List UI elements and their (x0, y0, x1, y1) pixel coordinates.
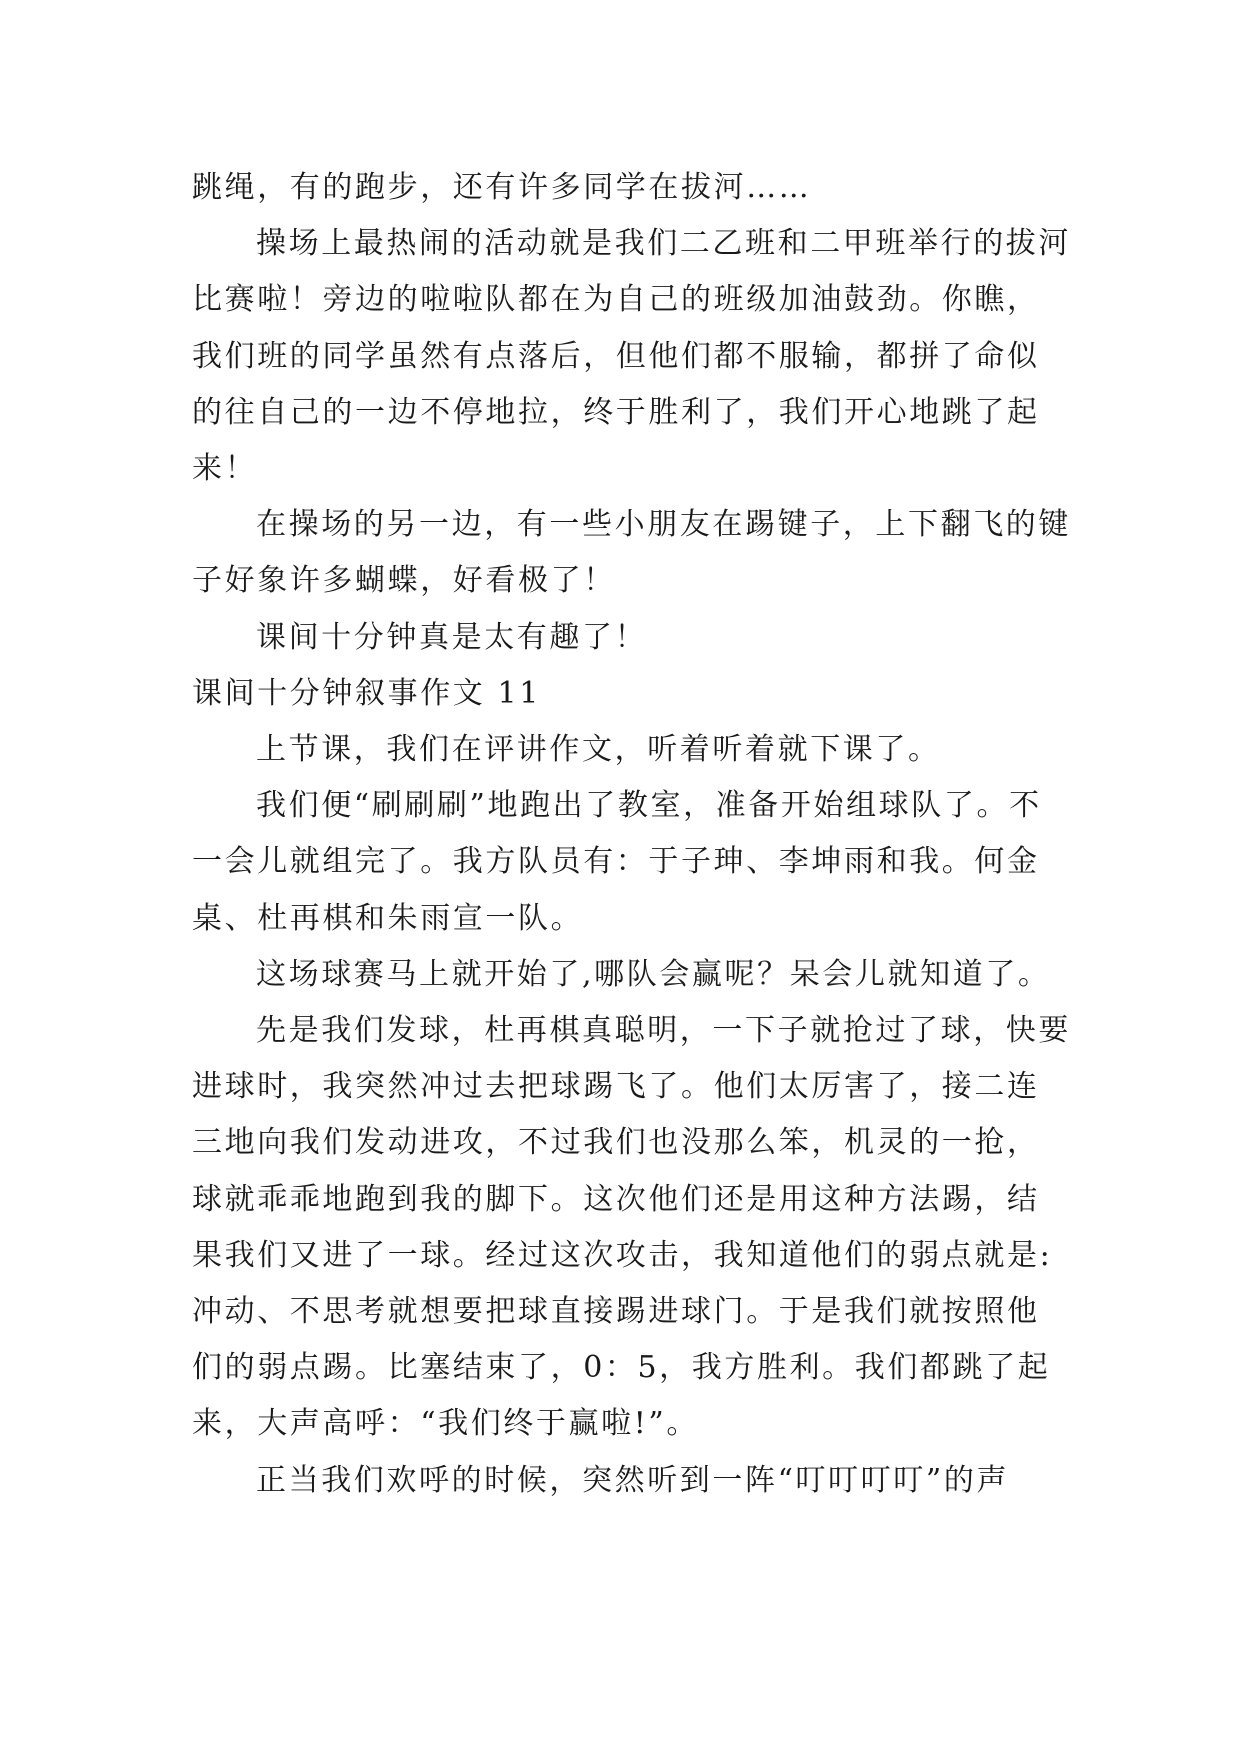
essay-title: 课间十分钟叙事作文 11 (192, 675, 541, 711)
paragraph: 先是我们发球，杜再棋真聪明，一下子就抢过了球，快要进球时，我突然冲过去把球踢飞了。他们太厉害了，接二连三地向我们发动进攻，不过我们也没那么笨，机灵的一抢，球就乖乖地跑到我的脚下。这次他们还是用这种方法踢，结果我们又进了一球。经过这次攻击，我知道他们的弱点就是:冲动、不思考就想要把球直接踢进球门。于是我们就按照他们的弱点踢。比塞结束了，0：5，我方胜利。我们都跳了起来，大声高呼：“我们终于赢啦!”。 (192, 1013, 1071, 1442)
paragraph: 操场上最热闹的活动就是我们二乙班和二甲班举行的拔河比赛啦！旁边的啦啦队都在为自己的班级加油鼓劲。你瞧，我们班的同学虽然有点落后，但他们都不服输，都拼了命似的往自己的一边不停地拉，终于胜利了，我们开心地跳了起来！ (192, 226, 1071, 487)
paragraph: 上节课，我们在评讲作文，听着听着就下课了。 (256, 732, 941, 768)
paragraph: 正当我们欢呼的时候，突然听到一阵“叮叮叮叮”的声 (256, 1462, 1010, 1498)
paragraph: 我们便“刷刷刷”地跑出了教室，准备开始组球队了。不一会儿就组完了。我方队员有：于子珅、李坤雨和我。何金桌、杜再棋和朱雨宣一队。 (192, 788, 1042, 936)
essay-body (192, 160, 1072, 1509)
paragraph: 跳绳，有的跑步，还有许多同学在拔河…… (192, 170, 812, 205)
paragraph: 课间十分钟真是太有趣了！ (256, 619, 648, 655)
paragraph: 这场球赛马上就开始了,哪队会赢呢？呆会儿就知道了。 (256, 956, 1051, 992)
paragraph: 在操场的另一边，有一些小朋友在踢键子，上下翻飞的键子好象许多蝴蝶，好看极了！ (192, 507, 1071, 599)
